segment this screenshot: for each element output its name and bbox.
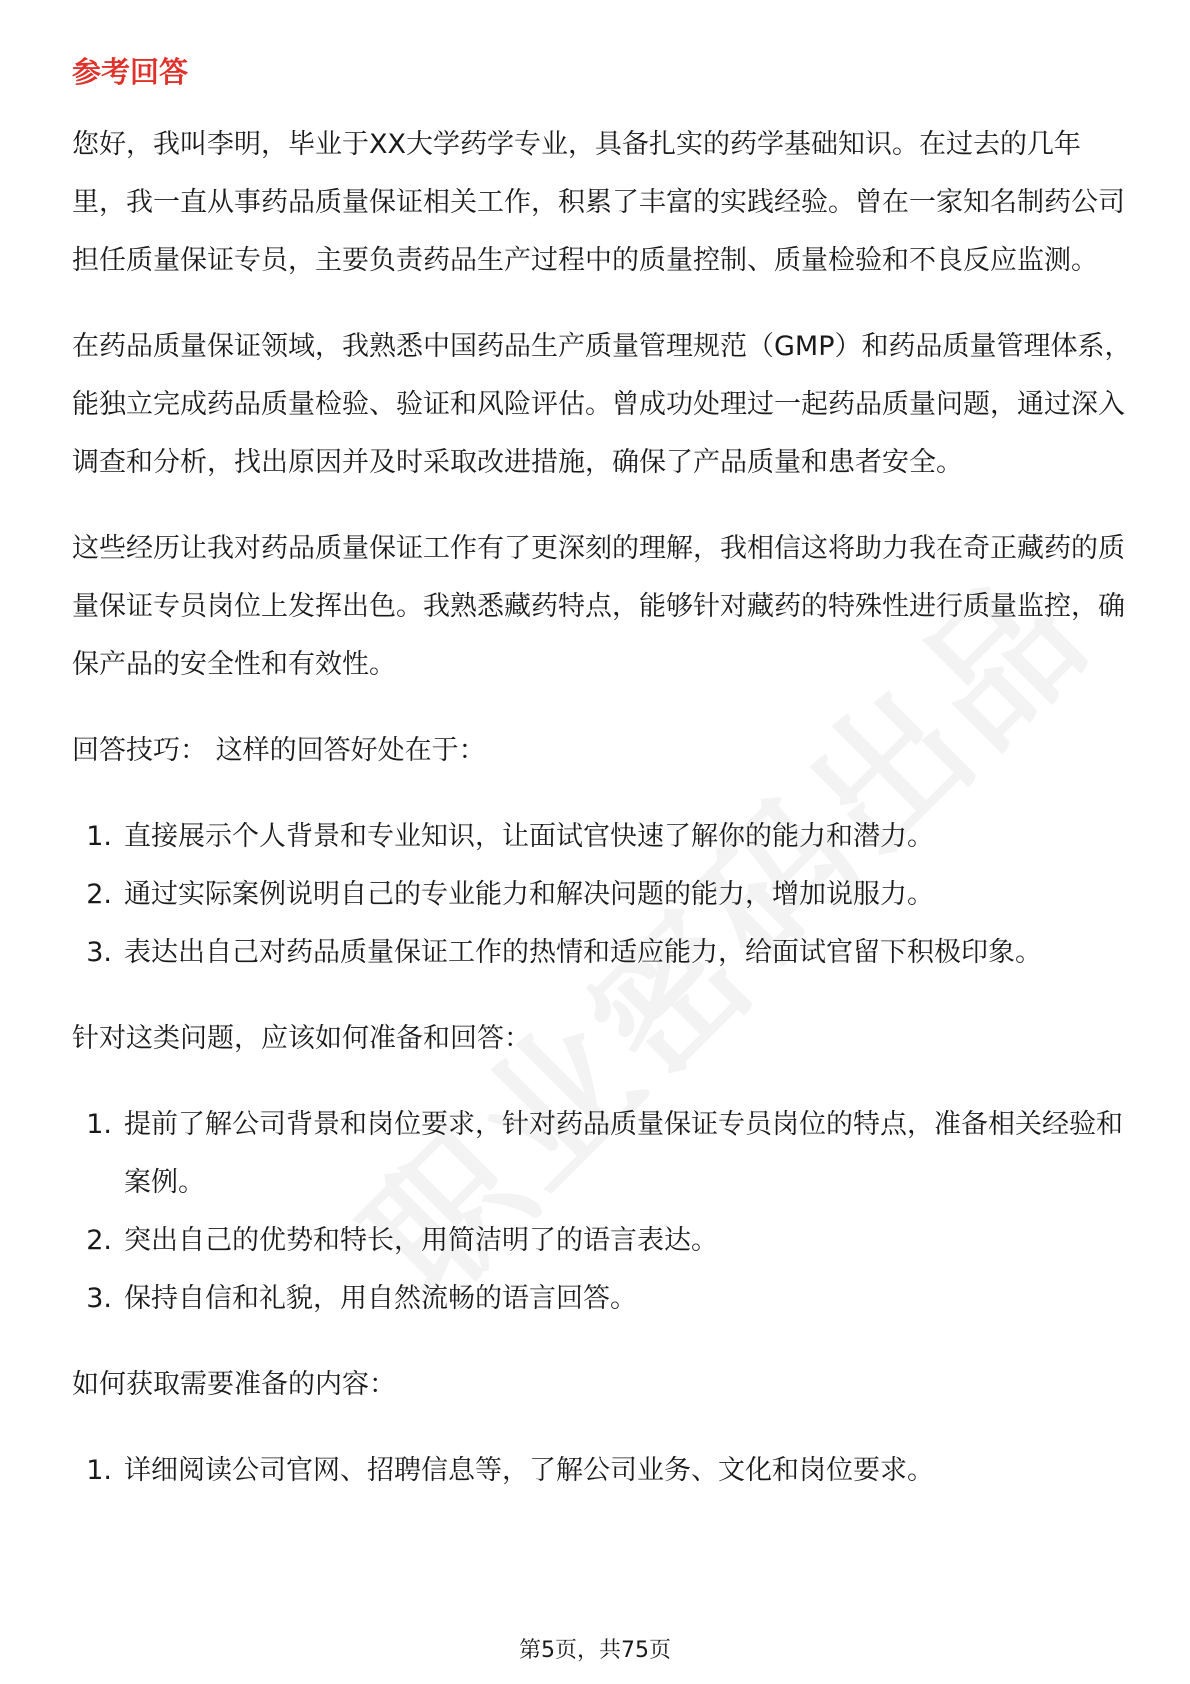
list-number: 1. bbox=[86, 1109, 112, 1140]
list-number: 3. bbox=[86, 1283, 112, 1314]
list-text: 保持自信和礼貌，用自然流畅的语言回答。 bbox=[124, 1283, 637, 1314]
list-number: 1. bbox=[86, 821, 112, 852]
list-text: 直接展示个人背景和专业知识，让面试官快速了解你的能力和潜力。 bbox=[124, 821, 934, 852]
paragraph-fit: 这些经历让我对药品质量保证工作有了更深刻的理解，我相信这将助力我在奇正藏药的质量保证专员岗位上发挥出色。我熟悉藏药特点，能够针对藏药的特殊性进行质量监控，确保产品的安全性和有效性。 bbox=[72, 533, 1125, 680]
list-item bbox=[86, 924, 1132, 982]
obtain-label: 如何获取需要准备的内容： bbox=[72, 1369, 396, 1400]
tips-list bbox=[72, 808, 1132, 982]
list-text: 突出自己的优势和特长，用简洁明了的语言表达。 bbox=[124, 1225, 718, 1256]
list-number: 2. bbox=[86, 879, 112, 910]
list-text: 通过实际案例说明自己的专业能力和解决问题的能力，增加说服力。 bbox=[124, 879, 934, 910]
list-item bbox=[86, 866, 1132, 924]
list-number: 3. bbox=[86, 937, 112, 968]
list-item bbox=[86, 1270, 1132, 1328]
list-number: 1. bbox=[86, 1455, 112, 1486]
page-number: 第5页，共75页 bbox=[519, 1638, 671, 1663]
section-heading: 参考回答 bbox=[72, 55, 189, 89]
list-item bbox=[86, 808, 1132, 866]
list-item bbox=[86, 1096, 1132, 1212]
paragraph-experience: 在药品质量保证领域，我熟悉中国药品生产质量管理规范（GMP）和药品质量管理体系，能独立完成药品质量检验、验证和风险评估。曾成功处理过一起药品质量问题，通过深入调查和分析，找出原因并及时采取改进措施，确保了产品质量和患者安全。 bbox=[72, 331, 1132, 478]
prepare-label: 针对这类问题，应该如何准备和回答： bbox=[72, 1023, 531, 1054]
obtain-list bbox=[72, 1442, 1132, 1500]
list-number: 2. bbox=[86, 1225, 112, 1256]
paragraph-intro: 您好，我叫李明，毕业于XX大学药学专业，具备扎实的药学基础知识。在过去的几年里，我一直从事药品质量保证相关工作，积累了丰富的实践经验。曾在一家知名制药公司担任质量保证专员，主要负责药品生产过程中的质量控制、质量检验和不良反应监测。 bbox=[72, 129, 1125, 276]
list-text: 表达出自己对药品质量保证工作的热情和适应能力，给面试官留下积极印象。 bbox=[124, 937, 1042, 968]
list-item bbox=[86, 1212, 1132, 1270]
list-text: 提前了解公司背景和岗位要求，针对药品质量保证专员岗位的特点，准备相关经验和案例。 bbox=[124, 1109, 1123, 1198]
list-item bbox=[86, 1442, 1132, 1500]
tips-label: 回答技巧： 这样的回答好处在于： bbox=[72, 735, 486, 766]
prepare-list bbox=[72, 1096, 1132, 1328]
content-body bbox=[72, 116, 1132, 1528]
list-text: 详细阅读公司官网、招聘信息等，了解公司业务、文化和岗位要求。 bbox=[124, 1455, 934, 1486]
